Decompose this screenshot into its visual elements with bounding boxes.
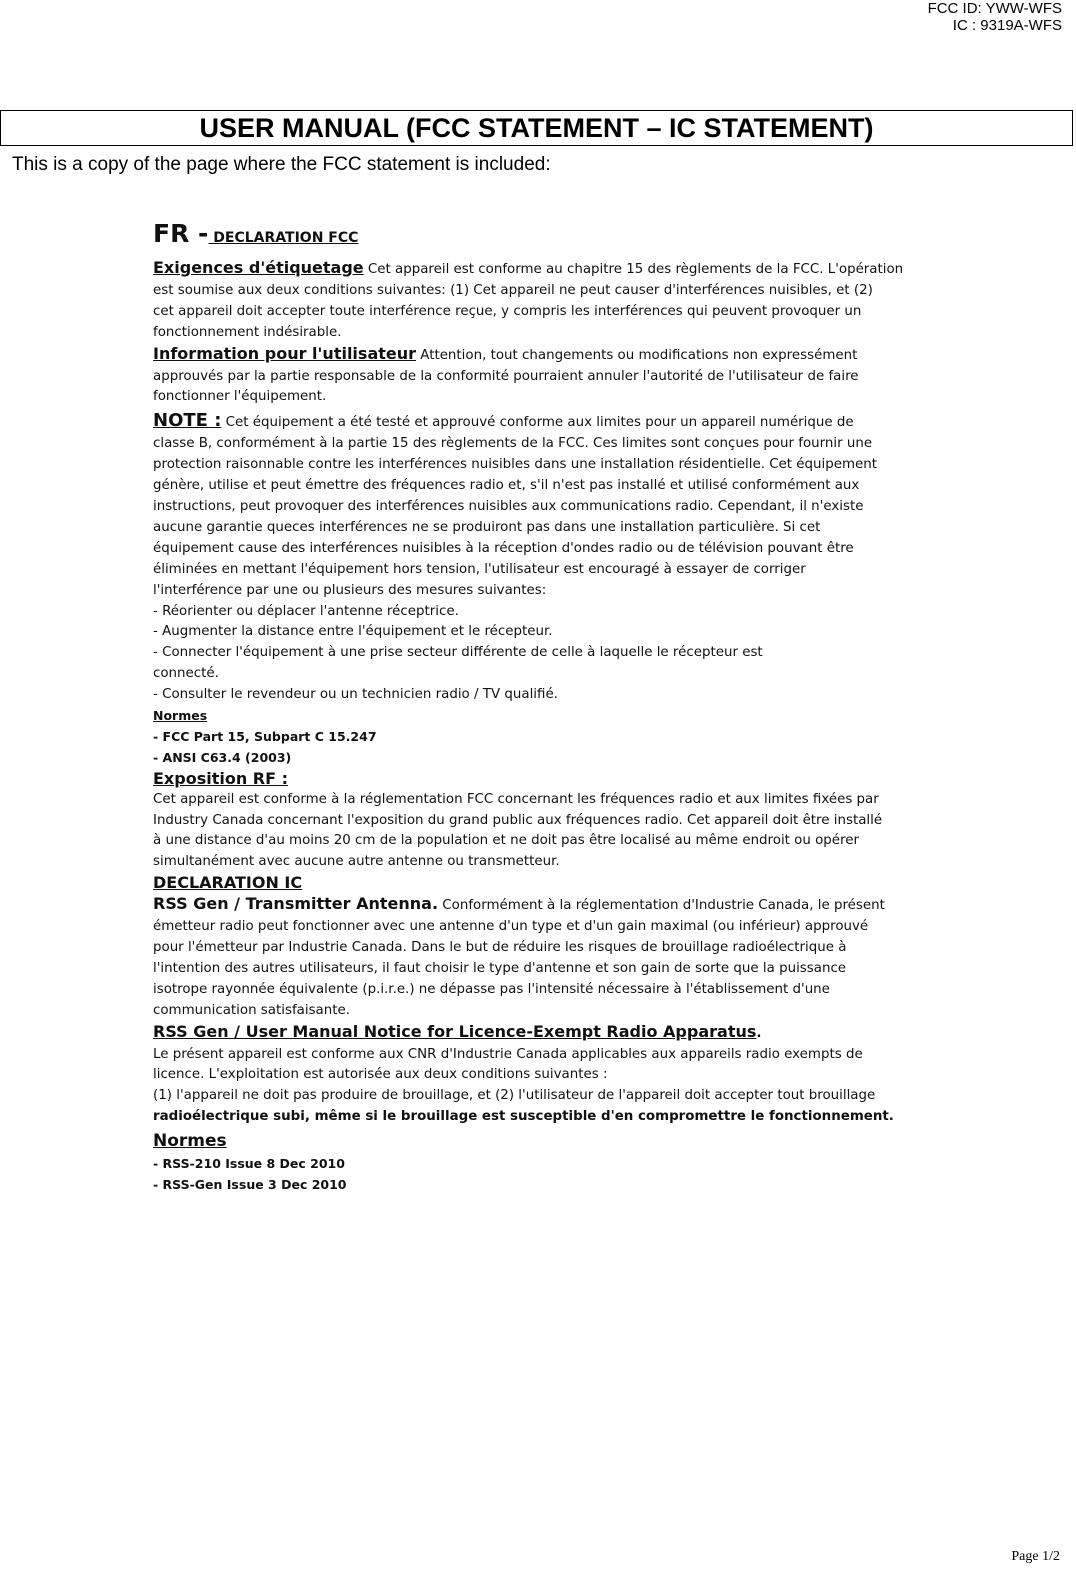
info-title: Information pour l'utilisateur (153, 343, 417, 363)
ic-title: DECLARATION IC (153, 873, 303, 893)
etiquetage-line-1 (153, 258, 923, 281)
declaration-fcc-label: DECLARATION FCC (208, 230, 359, 246)
etiquetage-line-3: cet appareil doit accepter toute interférence reçue, y compris les interférences qui peuvent provoquer un (153, 303, 862, 319)
note-bullet-4: - Consulter le revendeur ou un technicien radio / TV qualifié. (153, 687, 558, 703)
um-line-1: Le présent appareil est conforme aux CNR d'Industrie Canada applicables aux appareils radio exempts de (153, 1046, 863, 1062)
rss-line-3: pour l'émetteur par Industrie Canada. Dans le but de réduire les risques de brouillage radioélectrique à (153, 940, 847, 955)
rf-line-4: simultanément avec aucune autre antenne ou transmetteur. (153, 854, 560, 870)
ic-id-text: IC : 9319A-WFS (952, 17, 1062, 34)
note-line-5: instructions, peut provoquer des interférences nuisibles aux communications radio. Cependant, il n'existe (153, 498, 864, 514)
etiquetage-line-2: est soumise aux deux conditions suivantes: (1) Cet appareil ne peut causer d'interférences nuisibles, et (2) (153, 282, 873, 298)
note-bullet-2: - Augmenter la distance entre l'équipement et le récepteur. (153, 624, 553, 640)
um-title-dot: . (756, 1025, 762, 1041)
manual-page-copy (153, 214, 923, 1196)
normes-title-1: Normes (153, 708, 208, 724)
rf-line-1: Cet appareil est conforme à la réglementation FCC concernant les fréquences radio et aux limites fixées par (153, 791, 879, 807)
um-line-2: licence. L'exploitation est autorisée aux deux conditions suivantes : (153, 1067, 608, 1083)
info-line-1 (153, 344, 923, 367)
note-line-2: classe B, conformément à la partie 15 des règlements de la FCC. Ces limites sont conçues pour fournir une (153, 436, 873, 452)
normes-item-rss210: - RSS-210 Issue 8 Dec 2010 (153, 1156, 345, 1172)
note-line-4: génère, utilise et peut émettre des fréquences radio et, s'il n'est pas installé et utilisé conformément aux (153, 478, 860, 494)
note-bullet-3: - Connecter l'équipement à une prise secteur différente de celle à laquelle le récepteur est (153, 645, 763, 661)
normes-item-ansi: - ANSI C63.4 (2003) (153, 749, 292, 765)
note-line-3: protection raisonnable contre les interférences nuisibles dans une installation résidentielle. Cet équipement (153, 457, 878, 473)
info-line-3: fonctionner l'équipement. (153, 389, 327, 405)
normes-item-rssgen: - RSS-Gen Issue 3 Dec 2010 (153, 1177, 347, 1193)
rf-line-3: à une distance d'au moins 20 cm de la population et ne doit pas être localisé au même endroit ou opérer (153, 833, 860, 849)
rss-line-5: isotrope rayonnée équivalente (p.i.r.e.) ne dépasse pas l'intensité nécessaire à l'établissement d'une (153, 981, 830, 997)
rss-line-4: l'intention des autres utilisateurs, il faut choisir le type d'antenne et son gain de sorte que la puissance (153, 960, 847, 976)
normes-title-2: Normes (153, 1131, 227, 1152)
rss-text-1: Conformément à la réglementation d'Industrie Canada, le présent (438, 898, 885, 914)
rf-line-2: Industry Canada concernant l'exposition du grand public aux fréquences radio. Cet appareil doit être installé (153, 812, 883, 828)
etiquetage-text-1: Cet appareil est conforme au chapitre 15 des règlements de la FCC. L'opération (363, 262, 904, 277)
fcc-ic-header (928, 0, 1062, 34)
note-line-6: aucune garantie queces interférences ne se produiront pas dans une installation particulière. Si cet (153, 519, 821, 535)
rf-title: Exposition RF : (153, 768, 289, 788)
note-line-1 (153, 411, 923, 434)
rss-line-6: communication satisfaisante. (153, 1002, 350, 1018)
um-title: RSS Gen / User Manual Notice for Licence-Exempt Radio Apparatus (153, 1021, 757, 1041)
declaration-heading (153, 214, 923, 258)
rss-line-1 (153, 894, 923, 917)
note-bullet-3-cont: connecté. (153, 666, 219, 682)
intro-text: This is a copy of the page where the FCC statement is included: (12, 154, 551, 175)
fcc-id-text: FCC ID: YWW-WFS (927, 0, 1062, 17)
page-number: Page 1/2 (1011, 1549, 1060, 1564)
etiquetage-title: Exigences d'étiquetage (153, 258, 364, 277)
note-line-9: l'interférence par une ou plusieurs des mesures suivantes: (153, 582, 547, 598)
fr-label: FR - (153, 219, 209, 248)
info-text-1: Attention, tout changements ou modifications non expressément (416, 347, 858, 363)
um-line-3: (1) l'appareil ne doit pas produire de brouillage, et (2) l'utilisateur de l'appareil doit accepter tout brouillage (153, 1088, 876, 1104)
note-bullet-1: - Réorienter ou déplacer l'antenne réceptrice. (153, 603, 459, 619)
rss-line-2: émetteur radio peut fonctionner avec une antenne d'un type et d'un gain maximal (ou inférieur) approuvé (153, 919, 869, 935)
note-line-8: éliminées en mettant l'équipement hors tension, l'utilisateur est encouragé à essayer de corriger (153, 561, 806, 577)
info-line-2: approuvés par la partie responsable de la conformité pourraient annuler l'autorité de l'utilisateur de faire (153, 368, 859, 384)
note-line-7: équipement cause des interférences nuisibles à la réception d'ondes radio ou de télévision pouvant être (153, 540, 854, 556)
etiquetage-line-4: fonctionnement indésirable. (153, 324, 342, 340)
document-title: USER MANUAL (FCC STATEMENT – IC STATEMENT) (0, 110, 1073, 146)
um-title-line (153, 1022, 923, 1045)
rss-title: RSS Gen / Transmitter Antenna. (153, 894, 439, 914)
note-text-1: Cet équipement a été testé et approuvé conforme aux limites pour un appareil numérique de (221, 415, 854, 431)
um-line-4: radioélectrique subi, même si le brouillage est susceptible d'en compromettre le fonctionnement. (153, 1109, 894, 1125)
note-title: NOTE : (153, 410, 222, 432)
normes-item-fcc: - FCC Part 15, Subpart C 15.247 (153, 728, 377, 744)
